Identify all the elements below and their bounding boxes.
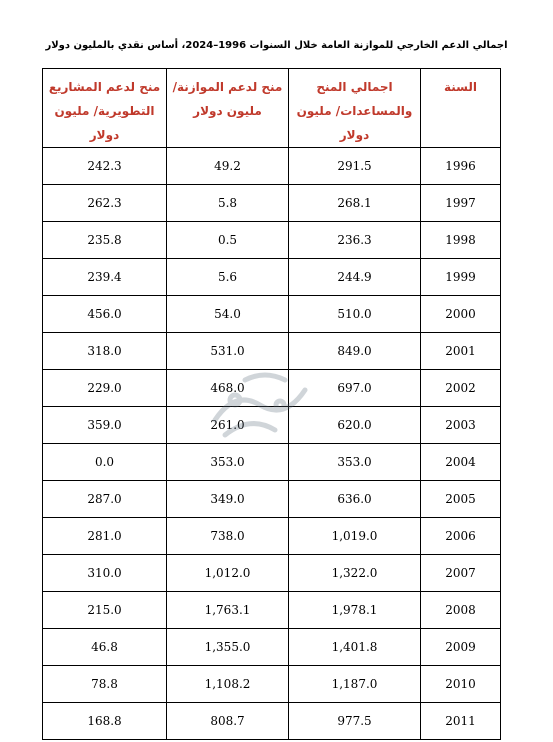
- cell-project-support: [43, 333, 167, 370]
- cell-project-support-value: 262.3: [87, 196, 122, 210]
- cell-budget-support-value: 5.8: [217, 196, 238, 210]
- cell-year-value: 2005: [445, 492, 476, 506]
- cell-year: [421, 407, 501, 444]
- cell-total-value: 636.0: [337, 492, 372, 506]
- cell-year: [421, 666, 501, 703]
- cell-project-support-value: 0.0: [94, 455, 115, 469]
- cell-budget-support: [167, 518, 289, 555]
- table-body: [43, 148, 501, 740]
- cell-year: [421, 703, 501, 740]
- cell-year-value: 2011: [445, 714, 476, 728]
- cell-year-value: 1999: [445, 270, 476, 284]
- cell-project-support-value: 215.0: [87, 603, 122, 617]
- cell-budget-support-value: 808.7: [210, 714, 245, 728]
- table-row: [43, 333, 501, 370]
- cell-year-value: 2002: [445, 381, 476, 395]
- cell-budget-support: [167, 444, 289, 481]
- cell-project-support-value: 239.4: [87, 270, 122, 284]
- cell-total-value: 849.0: [337, 344, 372, 358]
- cell-budget-support-value: 1,108.2: [204, 677, 251, 691]
- cell-project-support: [43, 148, 167, 185]
- cell-project-support-value: 78.8: [91, 677, 118, 691]
- cell-year: [421, 444, 501, 481]
- cell-total: [289, 481, 421, 518]
- cell-year: [421, 222, 501, 259]
- cell-project-support: [43, 592, 167, 629]
- cell-year-value: 1997: [445, 196, 476, 210]
- cell-total-value: 353.0: [337, 455, 372, 469]
- cell-total: [289, 592, 421, 629]
- cell-year: [421, 296, 501, 333]
- cell-year: [421, 481, 501, 518]
- cell-project-support-value: 281.0: [87, 529, 122, 543]
- cell-total-value: 697.0: [337, 381, 372, 395]
- cell-year-value: 2009: [445, 640, 476, 654]
- cell-total-value: 510.0: [337, 307, 372, 321]
- cell-project-support: [43, 296, 167, 333]
- cell-total: [289, 222, 421, 259]
- cell-budget-support-value: 1,763.1: [204, 603, 251, 617]
- table-row: [43, 629, 501, 666]
- cell-total-value: 236.3: [337, 233, 372, 247]
- cell-project-support-value: 168.8: [87, 714, 122, 728]
- cell-budget-support-value: 1,012.0: [204, 566, 251, 580]
- cell-total-value: 1,322.0: [331, 566, 378, 580]
- cell-year-value: 2006: [445, 529, 476, 543]
- cell-project-support-value: 242.3: [87, 159, 122, 173]
- cell-total: [289, 407, 421, 444]
- cell-total: [289, 518, 421, 555]
- cell-year: [421, 592, 501, 629]
- cell-project-support: [43, 370, 167, 407]
- cell-budget-support-value: 5.6: [217, 270, 238, 284]
- cell-total-value: 1,978.1: [331, 603, 378, 617]
- cell-total: [289, 444, 421, 481]
- cell-total-value: 244.9: [337, 270, 372, 284]
- cell-budget-support: [167, 333, 289, 370]
- cell-budget-support: [167, 185, 289, 222]
- cell-year: [421, 629, 501, 666]
- table-row: [43, 148, 501, 185]
- cell-project-support: [43, 629, 167, 666]
- cell-budget-support-value: 349.0: [210, 492, 245, 506]
- cell-total-value: 620.0: [337, 418, 372, 432]
- cell-year-value: 1996: [445, 159, 476, 173]
- table-row: [43, 703, 501, 740]
- cell-budget-support: [167, 555, 289, 592]
- table-row: [43, 407, 501, 444]
- cell-total-value: 1,401.8: [331, 640, 378, 654]
- table-row: [43, 370, 501, 407]
- cell-year-value: 2003: [445, 418, 476, 432]
- cell-year-value: 1998: [445, 233, 476, 247]
- cell-total: [289, 296, 421, 333]
- header-year: السنة: [421, 69, 501, 148]
- cell-budget-support: [167, 370, 289, 407]
- table-row: [43, 555, 501, 592]
- cell-year: [421, 148, 501, 185]
- table-row: [43, 666, 501, 703]
- table-row: [43, 296, 501, 333]
- support-table: [42, 68, 501, 740]
- cell-budget-support-value: 531.0: [210, 344, 245, 358]
- cell-year: [421, 370, 501, 407]
- cell-project-support-value: 456.0: [87, 307, 122, 321]
- cell-project-support: [43, 259, 167, 296]
- cell-project-support-value: 310.0: [87, 566, 122, 580]
- table-row: [43, 185, 501, 222]
- cell-budget-support: [167, 222, 289, 259]
- cell-project-support: [43, 518, 167, 555]
- cell-project-support: [43, 407, 167, 444]
- cell-budget-support: [167, 296, 289, 333]
- cell-budget-support: [167, 148, 289, 185]
- cell-budget-support-value: 738.0: [210, 529, 245, 543]
- cell-year: [421, 185, 501, 222]
- cell-total-value: 1,187.0: [331, 677, 378, 691]
- cell-total: [289, 333, 421, 370]
- header-project-support: منح لدعم المشاريع التطويرية/ مليون دولار: [43, 69, 167, 148]
- cell-total: [289, 666, 421, 703]
- cell-project-support: [43, 703, 167, 740]
- cell-budget-support: [167, 407, 289, 444]
- cell-year-value: 2008: [445, 603, 476, 617]
- cell-total-value: 1,019.0: [331, 529, 378, 543]
- cell-total: [289, 185, 421, 222]
- header-total: اجمالي المنح والمساعدات/ مليون دولار: [289, 69, 421, 148]
- cell-budget-support: [167, 703, 289, 740]
- cell-total: [289, 703, 421, 740]
- cell-project-support: [43, 555, 167, 592]
- cell-project-support-value: 287.0: [87, 492, 122, 506]
- cell-total: [289, 259, 421, 296]
- cell-budget-support: [167, 629, 289, 666]
- cell-year: [421, 333, 501, 370]
- cell-total: [289, 629, 421, 666]
- cell-total: [289, 370, 421, 407]
- cell-year: [421, 259, 501, 296]
- cell-year-value: 2004: [445, 455, 476, 469]
- cell-budget-support-value: 353.0: [210, 455, 245, 469]
- cell-budget-support-value: 0.5: [217, 233, 238, 247]
- table-row: [43, 592, 501, 629]
- cell-project-support: [43, 185, 167, 222]
- cell-year-value: 2001: [445, 344, 476, 358]
- cell-total-value: 268.1: [337, 196, 372, 210]
- cell-project-support-value: 359.0: [87, 418, 122, 432]
- table-row: [43, 518, 501, 555]
- cell-project-support-value: 229.0: [87, 381, 122, 395]
- table-caption: اجمالي الدعم الخارجي للموازنة العامة خلال السنوات 1996–2024، أساس نقدي بالمليون دولار: [45, 40, 508, 51]
- cell-year-value: 2000: [445, 307, 476, 321]
- table-row: [43, 259, 501, 296]
- cell-total: [289, 148, 421, 185]
- table-row: [43, 481, 501, 518]
- cell-total: [289, 555, 421, 592]
- table-header-row: [43, 69, 501, 148]
- cell-project-support: [43, 222, 167, 259]
- cell-year: [421, 518, 501, 555]
- cell-budget-support-value: 49.2: [214, 159, 241, 173]
- cell-project-support-value: 235.8: [87, 233, 122, 247]
- cell-year-value: 2007: [445, 566, 476, 580]
- cell-project-support: [43, 444, 167, 481]
- cell-budget-support: [167, 592, 289, 629]
- cell-total-value: 291.5: [337, 159, 372, 173]
- cell-budget-support: [167, 259, 289, 296]
- cell-total-value: 977.5: [337, 714, 372, 728]
- header-budget-support: منح لدعم الموازنة/ مليون دولار: [167, 69, 289, 148]
- cell-project-support: [43, 481, 167, 518]
- cell-budget-support: [167, 481, 289, 518]
- cell-budget-support-value: 54.0: [214, 307, 241, 321]
- cell-budget-support: [167, 666, 289, 703]
- cell-year-value: 2010: [445, 677, 476, 691]
- cell-project-support: [43, 666, 167, 703]
- cell-year: [421, 555, 501, 592]
- cell-budget-support-value: 261.0: [210, 418, 245, 432]
- table-row: [43, 222, 501, 259]
- cell-budget-support-value: 1,355.0: [204, 640, 251, 654]
- cell-project-support-value: 318.0: [87, 344, 122, 358]
- table-row: [43, 444, 501, 481]
- cell-project-support-value: 46.8: [91, 640, 118, 654]
- cell-budget-support-value: 468.0: [210, 381, 245, 395]
